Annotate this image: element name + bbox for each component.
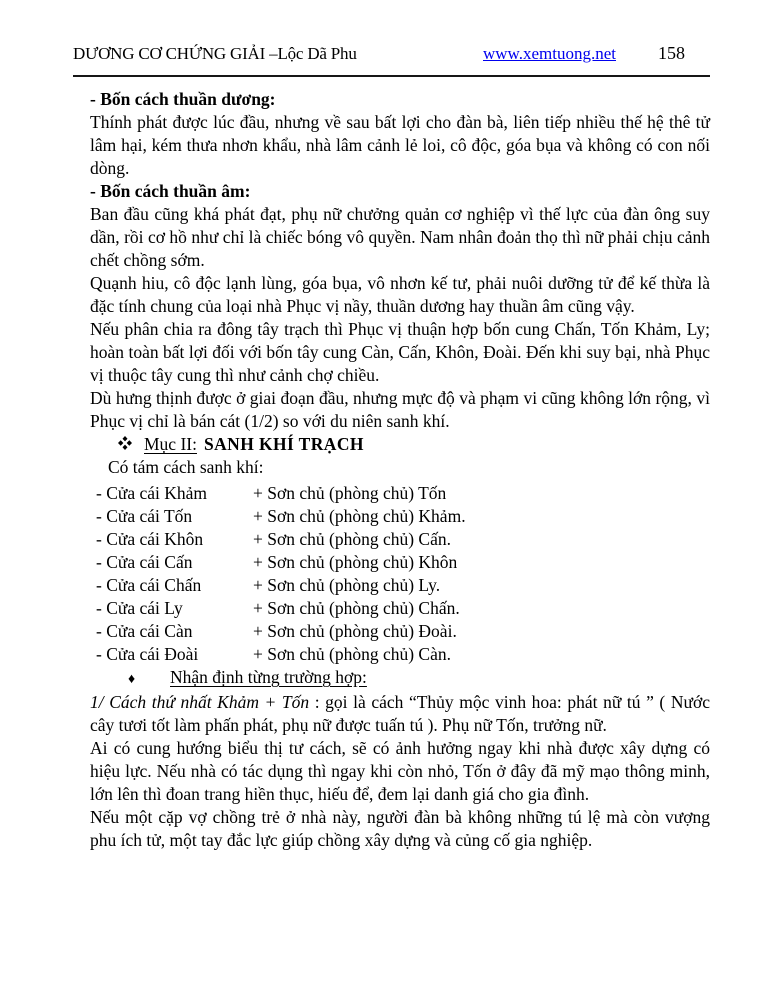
note-heading <box>90 666 710 691</box>
paragraph-thuan-duong: Thính phát được lúc đầu, nhưng về sau bất lợi cho đàn bà, liên tiếp nhiều thế hệ thê tử lâm hại, kém thưa nhơn khẩu, nhà lâm cảnh lẻ loi, cô độc, góa bụa và không có con nối dòng. <box>90 112 710 178</box>
paragraph-case1-body-2: Nếu một cặp vợ chồng trẻ ở nhà này, người đàn bà không những tú lệ mà còn vượng phu ích tử, một tay đắc lực giúp chồng xây dựng và củng cố gia nghiệp. <box>90 807 710 850</box>
pair-combo: + Sơn chủ (phòng chủ) Ly. <box>253 575 441 595</box>
header-title: DƯƠNG CƠ CHỨNG GIẢI –Lộc Dã Phu <box>73 44 357 63</box>
page-body <box>90 88 710 852</box>
black-diamond-icon: ♦ <box>128 672 136 687</box>
pair-row <box>90 482 710 505</box>
section-title: SANH KHÍ TRẠCH <box>203 434 364 454</box>
page-number: 158 <box>658 43 685 63</box>
four-diamond-icon <box>118 436 132 450</box>
pair-door: - Cửa cái Cấn <box>96 552 193 572</box>
header-divider <box>73 75 710 77</box>
case1-rest: : gọi là cách “Thủy mộc vinh hoa: phát nữ tú ” ( Nước cây tươi tốt làm phấn phát, phụ nữ được tuấn tú ). Phụ nữ Tốn, trưởng nữ. <box>90 692 710 735</box>
section-label: Mục II: <box>144 434 197 454</box>
paragraph-thuan-am-4: Dù hưng thịnh được ở giai đoạn đầu, nhưng mực độ và phạm vi cũng không lớn rộng, vì Phục vị chỉ là bán cát (1/2) so với du niên sanh khí. <box>90 388 710 431</box>
paragraph-thuan-am-1: Ban đầu cũng khá phát đạt, phụ nữ chưởng quản cơ nghiệp vì thế lực của đàn ông suy dần, rồi cơ hồ như chỉ là chiếc bóng vô quyền. Nam nhân đoản thọ thì nữ phải chịu cảnh chết chồng sớm. <box>90 204 710 270</box>
pair-combo: + Sơn chủ (phòng chủ) Chấn. <box>253 598 460 618</box>
pair-combo: + Sơn chủ (phòng chủ) Tốn <box>253 483 447 503</box>
pair-door: - Cửa cái Đoài <box>96 644 199 664</box>
pair-door: - Cửa cái Càn <box>96 621 193 641</box>
case1-lead: 1/ Cách thứ nhất Khảm + Tốn <box>90 692 310 712</box>
heading-thuan-am: - Bốn cách thuần âm: <box>90 181 251 201</box>
sanh-khi-pair-list <box>90 482 710 666</box>
pair-row <box>90 574 710 597</box>
note-label: Nhận định từng trường hợp: <box>170 667 367 687</box>
paragraph-thuan-am-3: Nếu phân chia ra đông tây trạch thì Phục vị thuận hợp bốn cung Chấn, Tốn Khảm, Ly; hoàn toàn bất lợi đối với bốn tây cung Càn, Cấn, Khôn, Đoài. Đến khi suy bại, nhà Phục vị thuộc tây cung thì như cảnh chợ chiều. <box>90 319 710 385</box>
pair-row <box>90 597 710 620</box>
paragraph-thuan-am-2: Quạnh hiu, cô độc lạnh lùng, góa bụa, vô nhơn kế tư, phải nuôi dưỡng tử để kế thừa là đặc tính chung của loại nhà Phục vị nầy, thuần dương hay thuần âm cũng vậy. <box>90 273 710 316</box>
pair-door: - Cửa cái Tốn <box>96 506 193 526</box>
paragraph-case1-lead <box>90 691 710 737</box>
pair-combo: + Sơn chủ (phòng chủ) Khôn <box>253 552 458 572</box>
pair-combo: + Sơn chủ (phòng chủ) Đoài. <box>253 621 457 641</box>
pair-door: - Cửa cái Khảm <box>96 483 208 503</box>
pair-door: - Cửa cái Ly <box>96 598 183 618</box>
site-link[interactable]: www.xemtuong.net <box>483 44 616 63</box>
pair-row <box>90 505 710 528</box>
pair-combo: + Sơn chủ (phòng chủ) Khảm. <box>253 506 466 526</box>
heading-thuan-duong: - Bốn cách thuần dương: <box>90 89 276 109</box>
section-heading <box>90 433 710 456</box>
paragraph-case1-body-1: Ai có cung hướng biểu thị tư cách, sẽ có ảnh hưởng ngay khi nhà được xây dựng có hiệu lực. Nếu nhà có tác dụng thì ngay khi còn nhỏ, Tốn ở đây đã mỹ mạo thông minh, lớn lên thì đoan trang hiền thục, hiếu để, đem lại danh giá cho gia đình. <box>90 738 710 804</box>
sanh-khi-intro: Có tám cách sanh khí: <box>108 457 264 477</box>
pair-row <box>90 620 710 643</box>
pair-door: - Cửa cái Khôn <box>96 529 204 549</box>
pair-combo: + Sơn chủ (phòng chủ) Cấn. <box>253 529 451 549</box>
pair-combo: + Sơn chủ (phòng chủ) Càn. <box>253 644 451 664</box>
pair-row <box>90 528 710 551</box>
pair-door: - Cửa cái Chấn <box>96 575 202 595</box>
pair-row <box>90 643 710 666</box>
pair-row <box>90 551 710 574</box>
